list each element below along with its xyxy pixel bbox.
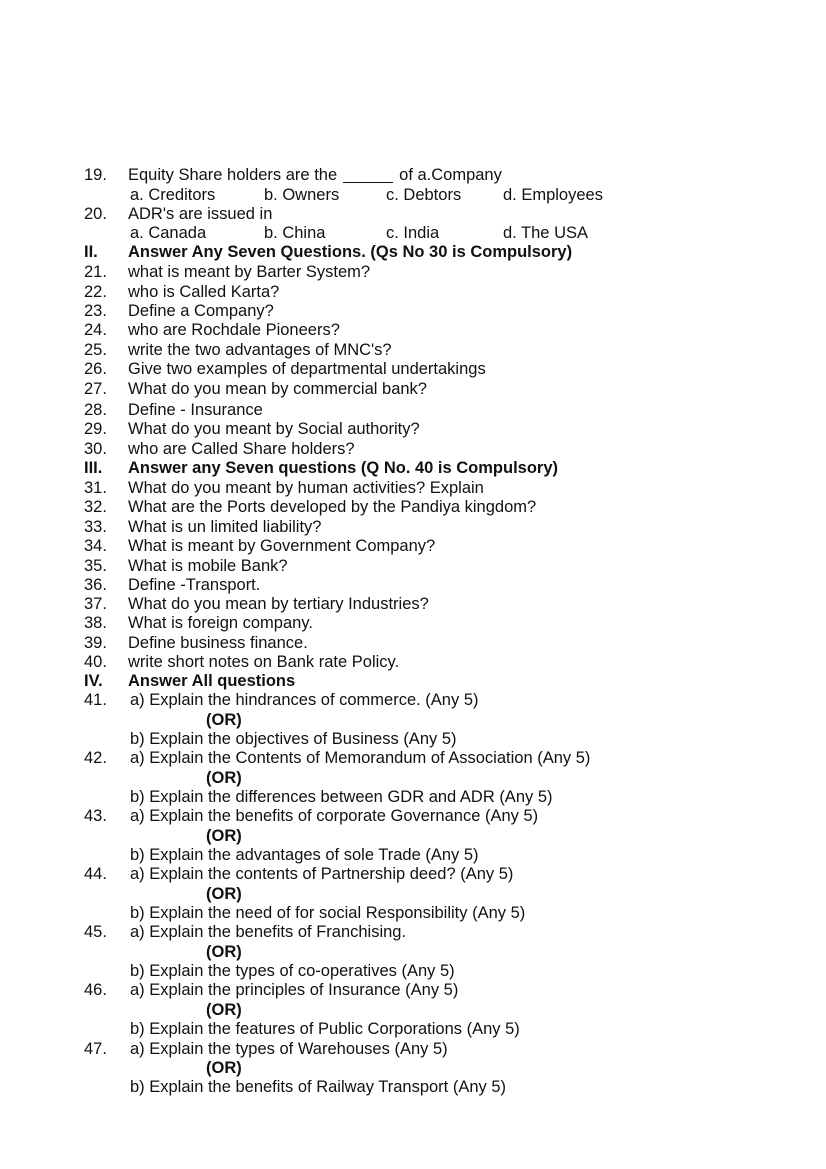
question-number: 27.: [84, 380, 107, 398]
question-text: What are the Ports developed by the Pandiya kingdom?: [128, 498, 537, 516]
question-number: 30.: [84, 440, 107, 458]
section-title: Answer Any Seven Questions. (Qs No 30 is Compulsory): [128, 243, 573, 261]
option-a: a. Canada: [130, 224, 207, 242]
question-number: 41.: [84, 691, 107, 709]
question-number: 28.: [84, 401, 107, 419]
or-separator: (OR): [206, 711, 242, 729]
question-text: What is mobile Bank?: [128, 557, 288, 575]
question-number: 29.: [84, 420, 107, 438]
option-b: b. China: [264, 224, 326, 242]
question-text: Define business finance.: [128, 634, 308, 652]
option-c: c. India: [386, 224, 440, 242]
question-number: 46.: [84, 981, 107, 999]
question-number: 37.: [84, 595, 107, 613]
section-title: Answer any Seven questions (Q No. 40 is Compulsory): [128, 459, 559, 477]
part-a-text: a) Explain the benefits of Franchising.: [130, 923, 407, 941]
section-numeral: II.: [84, 243, 98, 261]
question-number: 39.: [84, 634, 107, 652]
question-text: who are Called Share holders?: [128, 440, 355, 458]
question-number: 24.: [84, 321, 107, 339]
question-number: 20.: [84, 205, 107, 223]
question-number: 23.: [84, 302, 107, 320]
or-separator: (OR): [206, 827, 242, 845]
question-number: 36.: [84, 576, 107, 594]
question-text: What is foreign company.: [128, 614, 313, 632]
or-separator: (OR): [206, 769, 242, 787]
or-separator: (OR): [206, 1001, 242, 1019]
section-title: Answer All questions: [128, 672, 296, 690]
option-a: a. Creditors: [130, 186, 216, 204]
part-a-text: a) Explain the principles of Insurance (Any 5): [130, 981, 459, 999]
question-number: 42.: [84, 749, 107, 767]
question-number: 47.: [84, 1040, 107, 1058]
question-number: 26.: [84, 360, 107, 378]
question-number: 19.: [84, 166, 107, 184]
question-number: 45.: [84, 923, 107, 941]
question-text: What do you mean by commercial bank?: [128, 380, 427, 398]
question-text: What is meant by Government Company?: [128, 537, 436, 555]
or-separator: (OR): [206, 885, 242, 903]
question-text: who are Rochdale Pioneers?: [128, 321, 340, 339]
question-text: Define a Company?: [128, 302, 274, 320]
option-c: c. Debtors: [386, 186, 462, 204]
question-number: 38.: [84, 614, 107, 632]
question-number: 44.: [84, 865, 107, 883]
part-a-text: a) Explain the contents of Partnership deed? (Any 5): [130, 865, 514, 883]
part-a-text: a) Explain the benefits of corporate Governance (Any 5): [130, 807, 539, 825]
answer-blank: [343, 182, 393, 183]
part-b-text: b) Explain the types of co-operatives (Any 5): [130, 962, 455, 980]
part-b-text: b) Explain the advantages of sole Trade (Any 5): [130, 846, 479, 864]
question-number: 22.: [84, 283, 107, 301]
question-text: ADR's are issued in: [128, 205, 273, 223]
option-d: d. The USA: [503, 224, 588, 242]
question-text: what is meant by Barter System?: [128, 263, 371, 281]
question-number: 32.: [84, 498, 107, 516]
question-text: What is un limited liability?: [128, 518, 322, 536]
part-b-text: b) Explain the benefits of Railway Transport (Any 5): [130, 1078, 507, 1096]
part-a-text: a) Explain the Contents of Memorandum of Association (Any 5): [130, 749, 591, 767]
question-number: 40.: [84, 653, 107, 671]
question-text: What do you mean by tertiary Industries?: [128, 595, 429, 613]
part-b-text: b) Explain the objectives of Business (Any 5): [130, 730, 457, 748]
question-text: who is Called Karta?: [128, 283, 280, 301]
question-number: 31.: [84, 479, 107, 497]
question-text: write short notes on Bank rate Policy.: [128, 653, 400, 671]
question-text: Give two examples of departmental undertakings: [128, 360, 486, 378]
question-text: What do you meant by human activities? Explain: [128, 479, 484, 497]
section-numeral: IV.: [84, 672, 103, 690]
part-b-text: b) Explain the differences between GDR and ADR (Any 5): [130, 788, 553, 806]
option-b: b. Owners: [264, 186, 340, 204]
question-number: 34.: [84, 537, 107, 555]
option-d: d. Employees: [503, 186, 603, 204]
part-a-text: a) Explain the types of Warehouses (Any 5): [130, 1040, 448, 1058]
part-b-text: b) Explain the features of Public Corporations (Any 5): [130, 1020, 520, 1038]
question-number: 33.: [84, 518, 107, 536]
part-a-text: a) Explain the hindrances of commerce. (Any 5): [130, 691, 479, 709]
question-number: 35.: [84, 557, 107, 575]
part-b-text: b) Explain the need of for social Responsibility (Any 5): [130, 904, 526, 922]
question-text: Equity Share holders are the of a.Company: [128, 166, 502, 184]
section-numeral: III.: [84, 459, 103, 477]
or-separator: (OR): [206, 1059, 242, 1077]
question-text: write the two advantages of MNC's?: [128, 341, 392, 359]
or-separator: (OR): [206, 943, 242, 961]
question-text: What do you meant by Social authority?: [128, 420, 420, 438]
question-number: 43.: [84, 807, 107, 825]
question-text: Define - Insurance: [128, 401, 263, 419]
question-number: 21.: [84, 263, 107, 281]
question-text: Define -Transport.: [128, 576, 261, 594]
question-number: 25.: [84, 341, 107, 359]
